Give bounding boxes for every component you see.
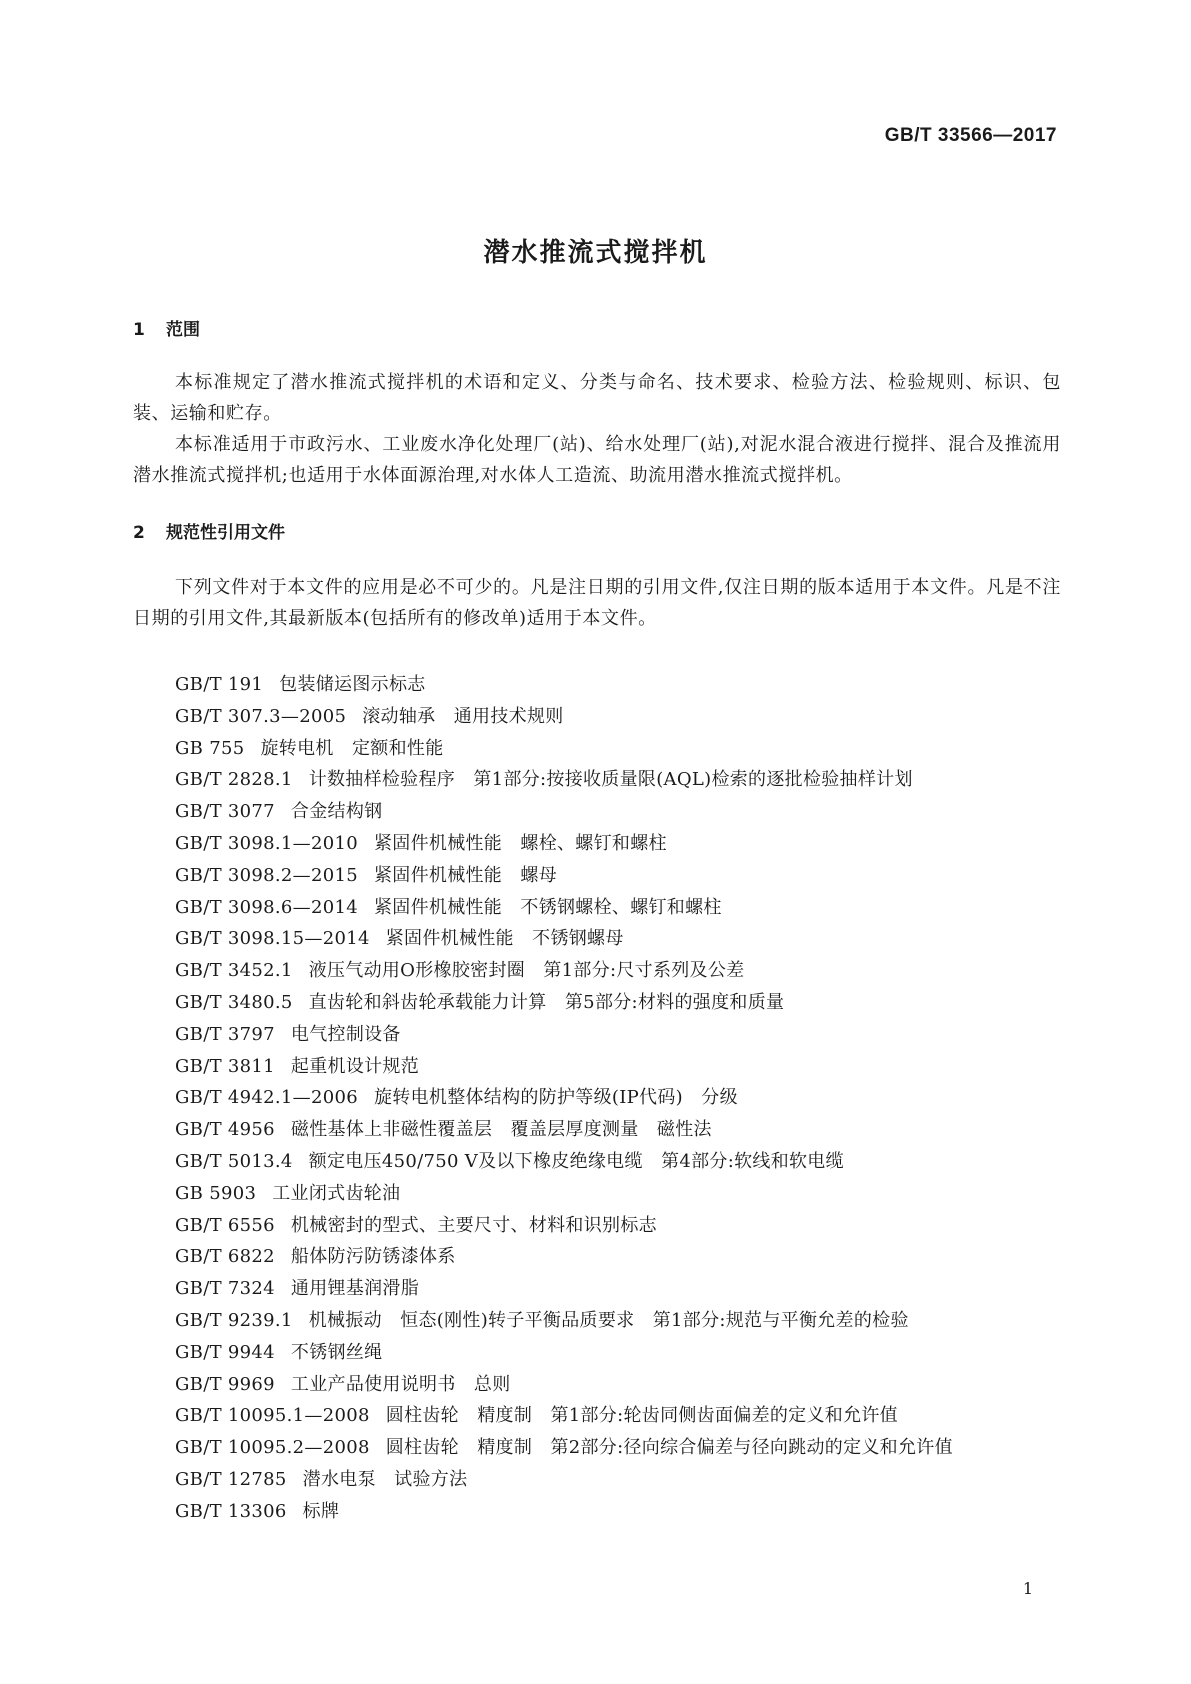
reference-code: GB/T 7324 bbox=[175, 1278, 275, 1300]
reference-title: 紧固件机械性能 螺栓、螺钉和螺柱 bbox=[374, 832, 667, 854]
reference-title: 电气控制设备 bbox=[290, 1023, 401, 1045]
reference-item bbox=[175, 1273, 953, 1305]
reference-code: GB/T 6556 bbox=[175, 1214, 275, 1236]
scope-paragraph-1: 本标准规定了潜水推流式搅拌机的术语和定义、分类与命名、技术要求、检验方法、检验规则、标识、包装、运输和贮存。 bbox=[133, 372, 1061, 424]
reference-code: GB/T 10095.2—2008 bbox=[175, 1437, 370, 1459]
reference-code: GB/T 3811 bbox=[175, 1055, 275, 1077]
reference-code: GB/T 3077 bbox=[175, 801, 275, 823]
reference-item bbox=[175, 1051, 953, 1083]
section-1-number: 1 bbox=[133, 320, 145, 340]
reference-item bbox=[175, 1082, 953, 1114]
reference-code: GB/T 13306 bbox=[175, 1500, 287, 1522]
reference-item bbox=[175, 701, 953, 733]
standard-code: GB/T 33566—2017 bbox=[884, 125, 1057, 146]
reference-item bbox=[175, 796, 953, 828]
reference-code: GB/T 3480.5 bbox=[175, 991, 293, 1013]
reference-title: 包装储运图示标志 bbox=[279, 674, 426, 695]
reference-title: 潜水电泵 试验方法 bbox=[302, 1468, 468, 1490]
section-2-title: 规范性引用文件 bbox=[166, 523, 285, 543]
document-title: 潜水推流式搅拌机 bbox=[483, 238, 708, 268]
reference-title: 工业产品使用说明书 总则 bbox=[290, 1373, 511, 1395]
reference-code: GB/T 4942.1—2006 bbox=[175, 1087, 358, 1109]
section-2-heading bbox=[133, 518, 285, 543]
reference-title: 工业闭式齿轮油 bbox=[272, 1182, 401, 1204]
reference-item bbox=[175, 1369, 953, 1401]
reference-title: 旋转电机整体结构的防护等级(IP代码) 分级 bbox=[374, 1087, 738, 1109]
reference-title: 起重机设计规范 bbox=[290, 1055, 420, 1077]
reference-item bbox=[175, 955, 953, 987]
reference-item bbox=[175, 1400, 953, 1432]
reference-code: GB/T 12785 bbox=[175, 1468, 287, 1490]
reference-title: 紧固件机械性能 不锈钢螺母 bbox=[385, 928, 624, 950]
section-1-heading bbox=[133, 315, 200, 340]
reference-code: GB/T 3452.1 bbox=[175, 960, 293, 982]
reference-item bbox=[175, 1019, 953, 1051]
reference-title: 紧固件机械性能 不锈钢螺栓、螺钉和螺柱 bbox=[374, 896, 722, 918]
reference-code: GB/T 2828.1 bbox=[175, 769, 293, 791]
reference-title: 机械振动 恒态(刚性)转子平衡品质要求 第1部分:规范与平衡允差的检验 bbox=[308, 1309, 909, 1331]
reference-code: GB/T 10095.1—2008 bbox=[175, 1405, 370, 1427]
reference-item bbox=[175, 1114, 953, 1146]
reference-code: GB 5903 bbox=[175, 1182, 257, 1204]
reference-item bbox=[175, 764, 953, 796]
reference-item bbox=[175, 1464, 953, 1496]
reference-code: GB/T 191 bbox=[175, 674, 264, 695]
reference-title: 旋转电机 定额和性能 bbox=[260, 737, 444, 759]
reference-code: GB/T 3098.2—2015 bbox=[175, 864, 358, 886]
reference-item bbox=[175, 1178, 953, 1210]
reference-item bbox=[175, 1496, 953, 1528]
reference-title: 滚动轴承 通用技术规则 bbox=[362, 705, 564, 727]
reference-title: 圆柱齿轮 精度制 第1部分:轮齿同侧齿面偏差的定义和允许值 bbox=[385, 1405, 898, 1427]
reference-title: 液压气动用O形橡胶密封圈 第1部分:尺寸系列及公差 bbox=[308, 960, 745, 982]
reference-title: 磁性基体上非磁性覆盖层 覆盖层厚度测量 磁性法 bbox=[290, 1119, 712, 1141]
reference-title: 计数抽样检验程序 第1部分:按接收质量限(AQL)检索的逐批检验抽样计划 bbox=[308, 769, 913, 791]
reference-item bbox=[175, 733, 953, 765]
reference-title: 标牌 bbox=[302, 1500, 340, 1522]
reference-title: 不锈钢丝绳 bbox=[290, 1341, 383, 1363]
reference-item bbox=[175, 987, 953, 1019]
reference-title: 合金结构钢 bbox=[290, 801, 383, 823]
reference-title: 额定电压450/750 V及以下橡皮绝缘电缆 第4部分:软线和软电缆 bbox=[308, 1150, 844, 1172]
reference-code: GB/T 307.3—2005 bbox=[175, 705, 347, 727]
section-1-title: 范围 bbox=[166, 320, 200, 340]
reference-title: 圆柱齿轮 精度制 第2部分:径向综合偏差与径向跳动的定义和允许值 bbox=[385, 1437, 953, 1459]
reference-item bbox=[175, 860, 953, 892]
reference-item bbox=[175, 669, 953, 701]
reference-code: GB/T 3098.15—2014 bbox=[175, 928, 370, 950]
reference-item bbox=[175, 1210, 953, 1242]
reference-title: 通用锂基润滑脂 bbox=[290, 1278, 420, 1300]
section-2-number: 2 bbox=[133, 523, 145, 543]
reference-item bbox=[175, 1337, 953, 1369]
reference-code: GB/T 9969 bbox=[175, 1373, 275, 1395]
reference-code: GB/T 5013.4 bbox=[175, 1150, 293, 1172]
reference-code: GB/T 3098.6—2014 bbox=[175, 896, 358, 918]
reference-code: GB/T 4956 bbox=[175, 1119, 275, 1141]
reference-code: GB/T 3797 bbox=[175, 1023, 275, 1045]
page-number: 1 bbox=[1022, 1579, 1033, 1598]
normative-references-list bbox=[175, 669, 953, 1528]
reference-title: 紧固件机械性能 螺母 bbox=[374, 864, 557, 886]
reference-title: 直齿轮和斜齿轮承载能力计算 第5部分:材料的强度和质量 bbox=[308, 991, 785, 1013]
reference-code: GB/T 9239.1 bbox=[175, 1309, 293, 1331]
reference-item bbox=[175, 1432, 953, 1464]
reference-title: 船体防污防锈漆体系 bbox=[290, 1246, 456, 1268]
reference-title: 机械密封的型式、主要尺寸、材料和识别标志 bbox=[290, 1214, 657, 1236]
references-intro-paragraph: 下列文件对于本文件的应用是必不可少的。凡是注日期的引用文件,仅注日期的版本适用于本文件。凡是不注日期的引用文件,其最新版本(包括所有的修改单)适用于本文件。 bbox=[133, 577, 1061, 629]
reference-item bbox=[175, 1146, 953, 1178]
reference-code: GB/T 9944 bbox=[175, 1341, 275, 1363]
reference-item bbox=[175, 892, 953, 924]
reference-item bbox=[175, 1305, 953, 1337]
reference-item bbox=[175, 828, 953, 860]
scope-paragraph-2: 本标准适用于市政污水、工业废水净化处理厂(站)、给水处理厂(站),对泥水混合液进行搅拌、混合及推流用潜水推流式搅拌机;也适用于水体面源治理,对水体人工造流、助流用潜水推流式搅拌机。 bbox=[133, 434, 1061, 486]
reference-item bbox=[175, 923, 953, 955]
reference-code: GB/T 3098.1—2010 bbox=[175, 832, 358, 854]
reference-code: GB 755 bbox=[175, 737, 245, 759]
reference-code: GB/T 6822 bbox=[175, 1246, 275, 1268]
reference-item bbox=[175, 1241, 953, 1273]
